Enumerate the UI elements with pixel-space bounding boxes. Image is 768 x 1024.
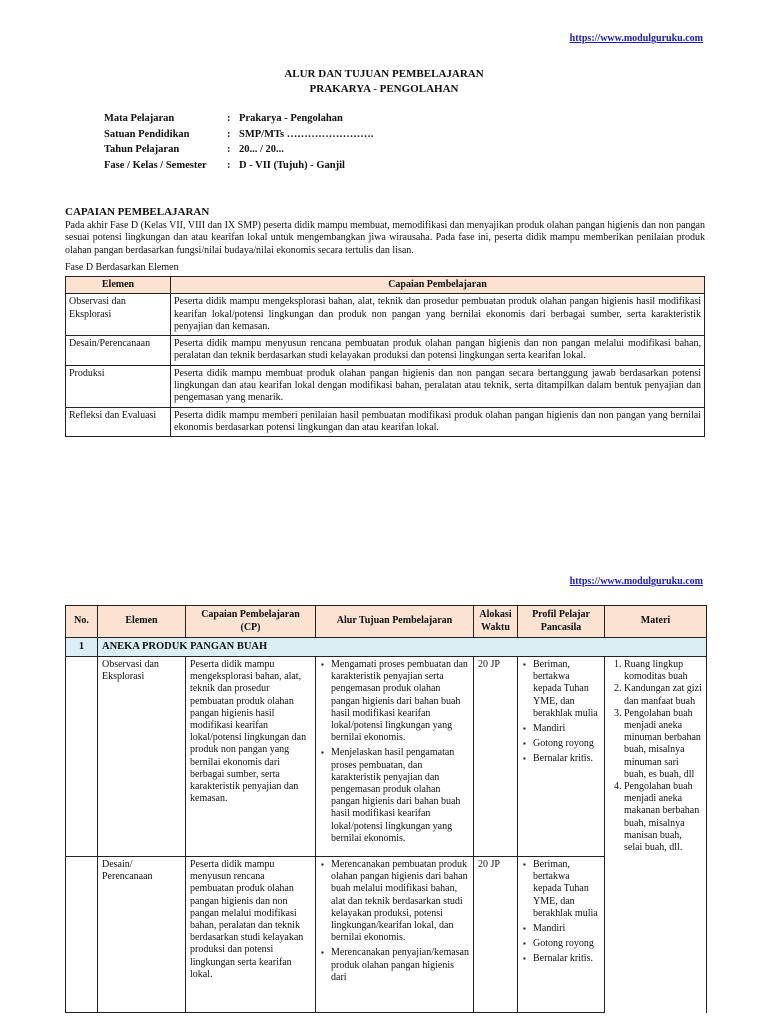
cell-atp bbox=[316, 857, 474, 1013]
list-item: ▪ Beriman, bertakwa kepada Tuhan YME, dan berakhlak mulia bbox=[533, 859, 600, 920]
cell-cp: Peserta didik mampu memberi penilaian hasil pembuatan modifikasi produk olahan pangan higienis dan non pangan yang bernilai ekonomis berdasarkan potensi lingkungan dan atau kearifan lokal. bbox=[171, 407, 705, 437]
meta-label: Mata Pelajaran bbox=[104, 113, 175, 124]
list-item: ▪ Bernalar kritis. bbox=[533, 953, 600, 965]
meta-colon: : bbox=[227, 113, 231, 124]
meta-label: Fase / Kelas / Semester bbox=[104, 159, 207, 171]
cell-profil bbox=[518, 857, 605, 1013]
meta-value: SMP/MTs ……………………. bbox=[239, 128, 374, 140]
cell-cp: Peserta didik mampu menyusun rencana pembuatan produk olahan pangan higienis dan non pangan melalui modifikasi bahan, peralatan dan teknik berdasarkan studi kelayakan produksi dan potensi lingkungan serta kearifan lokal. bbox=[171, 336, 705, 366]
profil-list bbox=[522, 659, 600, 766]
cell-waktu: 20 JP bbox=[474, 657, 518, 857]
list-item: ▪ Gotong royong bbox=[533, 738, 600, 750]
list-item: ▪ Gotong royong bbox=[533, 938, 600, 950]
column-header-materi: Materi bbox=[605, 606, 707, 638]
list-item: 4. Pengolahan buah menjadi aneka makanan berbahan buah, misalnya manisan buah, selai buah, dll. bbox=[624, 781, 702, 854]
cell-cp: Peserta didik mampu mengeksplorasi bahan, alat, teknik dan prosedur pembuatan produk olahan pangan higienis hasil modifikasi kearifan lokal/potensi lingkungan dan produk non pangan yang bernilai ekonomis dari berbagai sumber, serta karakteristik penyajian dan kemasan. bbox=[171, 294, 705, 336]
cell-elemen: Produksi bbox=[66, 365, 171, 407]
document-title bbox=[0, 67, 768, 97]
cell-elemen: Refleksi dan Evaluasi bbox=[66, 407, 171, 437]
meta-value: 20... / 20... bbox=[239, 144, 284, 155]
meta-row bbox=[104, 129, 373, 145]
column-header-atp: Alur Tujuan Pembelajaran bbox=[316, 606, 474, 638]
section-row bbox=[66, 638, 707, 657]
meta-row bbox=[104, 160, 373, 176]
cell-elemen: Desain/ Perencanaan bbox=[98, 857, 186, 1013]
cp-paragraph: Pada akhir Fase D (Kelas VII, VIII dan IX SMP) peserta didik mampu membuat, memodifikasi dan menyajikan produk olahan pangan higienis dan non pangan sesuai potensi lingkungan dan atau kearifan lokal untuk mengembangkan jiwa wirausaha. Pada fase ini, peserta didik mampu memberikan penilaian produk olahan pangan berdasarkan fungsi/nilai budaya/nilai ekonomis secara tertulis dan lisan. bbox=[65, 220, 705, 256]
atp-list bbox=[320, 859, 469, 984]
column-header-no: No. bbox=[66, 606, 98, 638]
website-link[interactable]: https://www.modulguruku.com bbox=[569, 576, 703, 587]
table-row bbox=[66, 336, 705, 366]
table-row bbox=[66, 365, 705, 407]
title-line-1: ALUR DAN TUJUAN PEMBELAJARAN bbox=[284, 68, 484, 80]
column-header-cp: Capaian Pembelajaran (CP) bbox=[186, 606, 316, 638]
list-item: ▪ Beriman, bertakwa kepada Tuhan YME, dan berakhlak mulia bbox=[533, 659, 600, 720]
page-2 bbox=[0, 574, 768, 1024]
meta-row bbox=[104, 144, 373, 160]
cell-materi bbox=[605, 657, 707, 1013]
list-item: 3. Pengolahan buah menjadi aneka minuman berbahan buah, misalnya minuman sari buah, es buah, dll bbox=[624, 708, 702, 781]
materi-list bbox=[609, 659, 702, 854]
list-item: ▪ Mandiri bbox=[533, 923, 600, 935]
cell-elemen: Observasi dan Eksplorasi bbox=[66, 294, 171, 336]
section-number: 1 bbox=[66, 638, 98, 657]
cell-waktu: 20 JP bbox=[474, 857, 518, 1013]
cp-table bbox=[65, 276, 705, 437]
table-row bbox=[66, 294, 705, 336]
table-row bbox=[66, 407, 705, 437]
list-item: ▪ Bernalar kritis. bbox=[533, 753, 600, 765]
list-item: ▪ Menjelaskan hasil pengamatan proses pembuatan, dan karakteristik penyajian dan pengemasan produk olahan pangan higienis dari bahan buah hasil modifikasi kearifan lokal/potensi lingkungan yang bernilai ekonomis. bbox=[331, 747, 469, 845]
column-header-elemen: Elemen bbox=[66, 277, 171, 294]
list-item: ▪ Mengamati proses pembuatan dan karakteristik penyajian serta pengemasan produk olahan pangan higienis dari bahan buah hasil modifikasi kearifan lokal/potensi lingkungan yang bernilai ekonomis. bbox=[331, 659, 469, 744]
list-item: 1. Ruang lingkup komoditas buah bbox=[624, 659, 702, 683]
atp-table bbox=[65, 605, 707, 1013]
section-title: ANEKA PRODUK PANGAN BUAH bbox=[98, 638, 707, 657]
atp-list bbox=[320, 659, 469, 845]
cell-cp: Peserta didik mampu membuat produk olahan pangan higienis dan non pangan secara bertanggung jawab berdasarkan potensi lingkungan dan atau kearifan lokal dengan modifikasi bahan, peralatan atau teknik, serta ditampilkan dalam bentuk penyajian dan pengemasan yang menarik. bbox=[171, 365, 705, 407]
table-header-row bbox=[66, 606, 707, 638]
meta-row bbox=[104, 113, 373, 129]
cell-cp: Peserta didik mampu mengeksplorasi bahan, alat, teknik dan prosedur pembuatan produk olahan pangan higienis hasil modifikasi kearifan lokal/potensi lingkungan dan produk non pangan yang bernilai ekonomis dari berbagai sumber, serta karakteristik penyajian dan kemasan. bbox=[186, 657, 316, 857]
section-heading: CAPAIAN PEMBELAJARAN bbox=[65, 206, 210, 218]
column-header-elemen: Elemen bbox=[98, 606, 186, 638]
column-header-profil: Profil Pelajar Pancasila bbox=[518, 606, 605, 638]
cell-elemen: Desain/Perencanaan bbox=[66, 336, 171, 366]
table-row bbox=[66, 657, 707, 857]
table-header-row bbox=[66, 277, 705, 294]
meta-value: Prakarya - Pengolahan bbox=[239, 113, 343, 124]
meta-label: Satuan Pendidikan bbox=[104, 128, 190, 140]
website-link[interactable]: https://www.modulguruku.com bbox=[569, 33, 703, 44]
page-gap bbox=[0, 522, 768, 574]
column-header-cp: Capaian Pembelajaran bbox=[171, 277, 705, 294]
cell-no bbox=[66, 657, 98, 857]
list-item: ▪ Merencanakan pembuatan produk olahan pangan higienis dari bahan buah melalui modifikasi bahan, alat dan teknik berdasarkan studi kelayakan produksi, potensi lingkungan/kearifan lokal, dan bernilai ekonomis. bbox=[331, 859, 469, 944]
cell-cp: Peserta didik mampu menyusun rencana pembuatan produk olahan pangan higienis dan non pangan melalui modifikasi bahan, peralatan dan teknik berdasarkan studi kelayakan produksi dan potensi lingkungan serta kearifan lokal. bbox=[186, 857, 316, 1013]
meta-colon: : bbox=[227, 128, 231, 140]
list-item: ▪ Merencanakan penyajian/kemasan produk olahan pangan higienis dari bbox=[331, 947, 469, 984]
fase-label: Fase D Berdasarkan Elemen bbox=[65, 262, 179, 273]
cell-elemen: Observasi dan Eksplorasi bbox=[98, 657, 186, 857]
document-meta bbox=[104, 113, 373, 175]
cell-no bbox=[66, 857, 98, 1013]
cell-atp bbox=[316, 657, 474, 857]
profil-list bbox=[522, 859, 600, 966]
list-item: 2. Kandungan zat gizi dan manfaat buah bbox=[624, 683, 702, 707]
column-header-alokasi: Alokasi Waktu bbox=[474, 606, 518, 638]
meta-colon: : bbox=[227, 144, 231, 155]
meta-colon: : bbox=[227, 159, 231, 171]
list-item: ▪ Mandiri bbox=[533, 723, 600, 735]
meta-label: Tahun Pelajaran bbox=[104, 144, 180, 155]
meta-value: D - VII (Tujuh) - Ganjil bbox=[239, 159, 345, 171]
title-line-2: PRAKARYA - PENGOLAHAN bbox=[309, 83, 459, 95]
cell-profil bbox=[518, 657, 605, 857]
